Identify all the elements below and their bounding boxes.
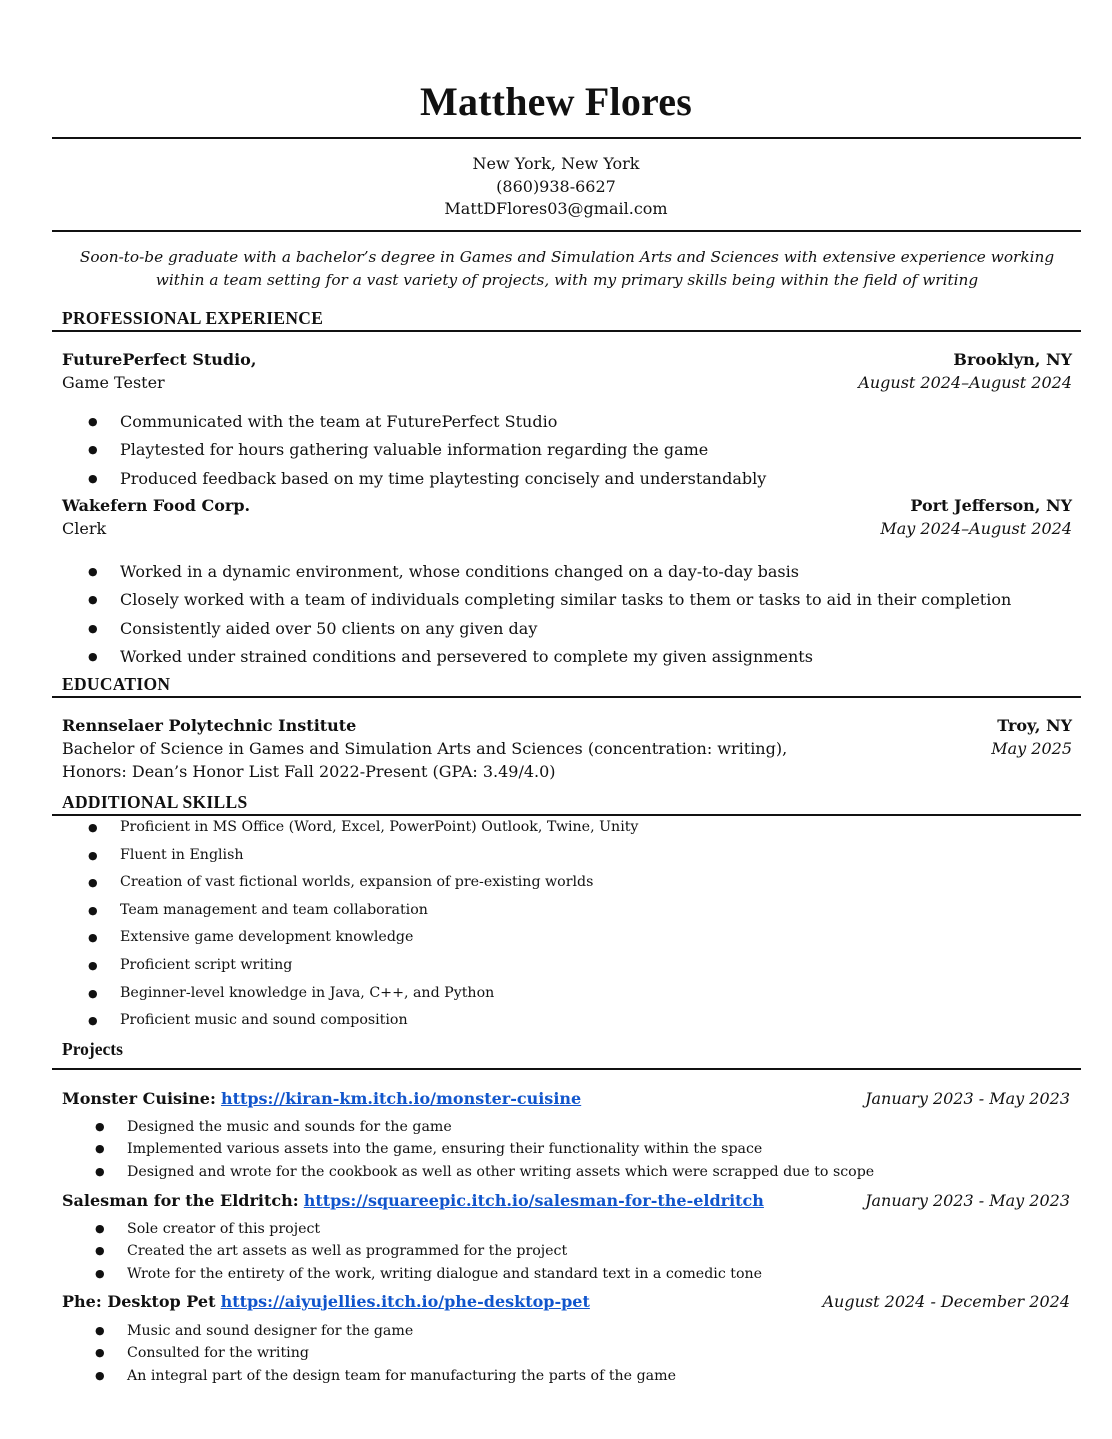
list-item: ● Designed and wrote for the cookbook as well as other writing assets which were scrapped due to scope bbox=[62, 1161, 1072, 1183]
education-location: Troy, NY bbox=[997, 716, 1072, 735]
list-item: ● Beginner-level knowledge in Java, C++, and Python bbox=[62, 980, 1072, 1008]
job-location: Port Jefferson, NY bbox=[910, 496, 1072, 515]
list-item: ● Wrote for the entirety of the work, writing dialogue and standard text in a comedic tone bbox=[62, 1263, 1072, 1285]
list-item: ● Communicated with the team at FuturePerfect Studio bbox=[62, 408, 1072, 436]
job-dates: August 2024–August 2024 bbox=[858, 373, 1072, 392]
list-item: ● Proficient music and sound composition bbox=[62, 1007, 1072, 1035]
education-school: Rennselaer Polytechnic Institute bbox=[62, 716, 357, 735]
education-degree: Bachelor of Science in Games and Simulation Arts and Sciences (concentration: writing), bbox=[62, 739, 788, 758]
education-date: May 2025 bbox=[991, 739, 1072, 758]
project-header bbox=[62, 1190, 1070, 1212]
job-company: FuturePerfect Studio, bbox=[62, 350, 257, 369]
list-item: ● An integral part of the design team for manufacturing the parts of the game bbox=[62, 1365, 1072, 1387]
education-header bbox=[62, 715, 1072, 737]
contact-phone: (860)938-6627 bbox=[496, 176, 616, 196]
project-dates: August 2024 - December 2024 bbox=[822, 1292, 1070, 1311]
list-item: ● Proficient in MS Office (Word, Excel, PowerPoint) Outlook, Twine, Unity bbox=[62, 814, 1072, 842]
list-item: ● Playtested for hours gathering valuable information regarding the game bbox=[62, 436, 1072, 464]
project-bullets bbox=[62, 1116, 1072, 1183]
list-item: ● Sole creator of this project bbox=[62, 1218, 1072, 1240]
project-header bbox=[62, 1088, 1070, 1110]
header-divider-top bbox=[52, 137, 1081, 139]
project-title: Monster Cuisine: bbox=[62, 1089, 216, 1108]
education-honors-row bbox=[62, 761, 1072, 783]
project-bullets bbox=[62, 1320, 1072, 1387]
job-company: Wakefern Food Corp. bbox=[62, 496, 251, 515]
job-header bbox=[62, 495, 1072, 517]
candidate-name: Matthew Flores bbox=[420, 79, 692, 124]
job-bullets bbox=[62, 558, 1072, 671]
job-subheader bbox=[62, 372, 1072, 394]
contact-location: New York, New York bbox=[472, 154, 640, 173]
project-link[interactable]: https://aiyujellies.itch.io/phe-desktop-pet bbox=[220, 1292, 590, 1311]
list-item: ● Implemented various assets into the game, ensuring their functionality within the space bbox=[62, 1138, 1072, 1160]
list-item: ● Proficient script writing bbox=[62, 952, 1072, 980]
section-heading-education: EDUCATION bbox=[62, 674, 171, 694]
project-link[interactable]: https://squareepic.itch.io/salesman-for-the-eldritch bbox=[303, 1191, 764, 1210]
education-degree-row bbox=[62, 738, 1072, 760]
education-divider bbox=[52, 696, 1081, 698]
header-divider-bottom bbox=[52, 230, 1081, 232]
projects-divider bbox=[52, 1068, 1081, 1070]
list-item: ● Consulted for the writing bbox=[62, 1342, 1072, 1364]
education-honors: Honors: Dean’s Honor List Fall 2022-Present (GPA: 3.49/4.0) bbox=[62, 762, 556, 781]
job-bullets bbox=[62, 408, 1072, 493]
contact-email: MattDFlores03@gmail.com bbox=[444, 199, 668, 218]
list-item: ● Music and sound designer for the game bbox=[62, 1320, 1072, 1342]
list-item: ● Team management and team collaboration bbox=[62, 897, 1072, 925]
project-title: Phe: Desktop Pet bbox=[62, 1292, 216, 1311]
project-header bbox=[62, 1291, 1070, 1313]
list-item: ● Extensive game development knowledge bbox=[62, 924, 1072, 952]
list-item: ● Worked under strained conditions and persevered to complete my given assignments bbox=[62, 643, 1072, 671]
skills-list bbox=[62, 814, 1072, 1035]
contact-block bbox=[0, 153, 1112, 221]
project-bullets bbox=[62, 1218, 1072, 1285]
job-role: Game Tester bbox=[62, 373, 165, 392]
list-item: ● Created the art assets as well as programmed for the project bbox=[62, 1240, 1072, 1262]
job-role: Clerk bbox=[62, 519, 107, 538]
summary-text: Soon-to-be graduate with a bachelor’s degree in Games and Simulation Arts and Sciences with extensive experience working within a team setting for a vast variety of projects, with my primary skills being within the field of writing bbox=[79, 248, 1055, 289]
job-dates: May 2024–August 2024 bbox=[880, 519, 1072, 538]
project-dates: January 2023 - May 2023 bbox=[865, 1191, 1070, 1210]
experience-divider bbox=[52, 330, 1081, 332]
section-heading-experience: PROFESSIONAL EXPERIENCE bbox=[62, 308, 324, 328]
section-heading-skills: ADDITIONAL SKILLS bbox=[62, 792, 248, 812]
list-item: ● Consistently aided over 50 clients on any given day bbox=[62, 615, 1072, 643]
list-item: ● Worked in a dynamic environment, whose conditions changed on a day-to-day basis bbox=[62, 558, 1072, 586]
project-title: Salesman for the Eldritch: bbox=[62, 1191, 299, 1210]
list-item: ● Creation of vast fictional worlds, expansion of pre-existing worlds bbox=[62, 869, 1072, 897]
job-location: Brooklyn, NY bbox=[953, 350, 1072, 369]
project-link[interactable]: https://kiran-km.itch.io/monster-cuisine bbox=[220, 1089, 582, 1108]
job-subheader bbox=[62, 518, 1072, 540]
section-heading-projects: Projects bbox=[62, 1039, 123, 1059]
job-header bbox=[62, 349, 1072, 371]
list-item: ● Produced feedback based on my time playtesting concisely and understandably bbox=[62, 465, 1072, 493]
list-item: ● Designed the music and sounds for the game bbox=[62, 1116, 1072, 1138]
list-item: ● Closely worked with a team of individuals completing similar tasks to them or tasks to aid in their completion bbox=[62, 586, 1072, 614]
project-dates: January 2023 - May 2023 bbox=[865, 1089, 1070, 1108]
list-item: ● Fluent in English bbox=[62, 842, 1072, 870]
